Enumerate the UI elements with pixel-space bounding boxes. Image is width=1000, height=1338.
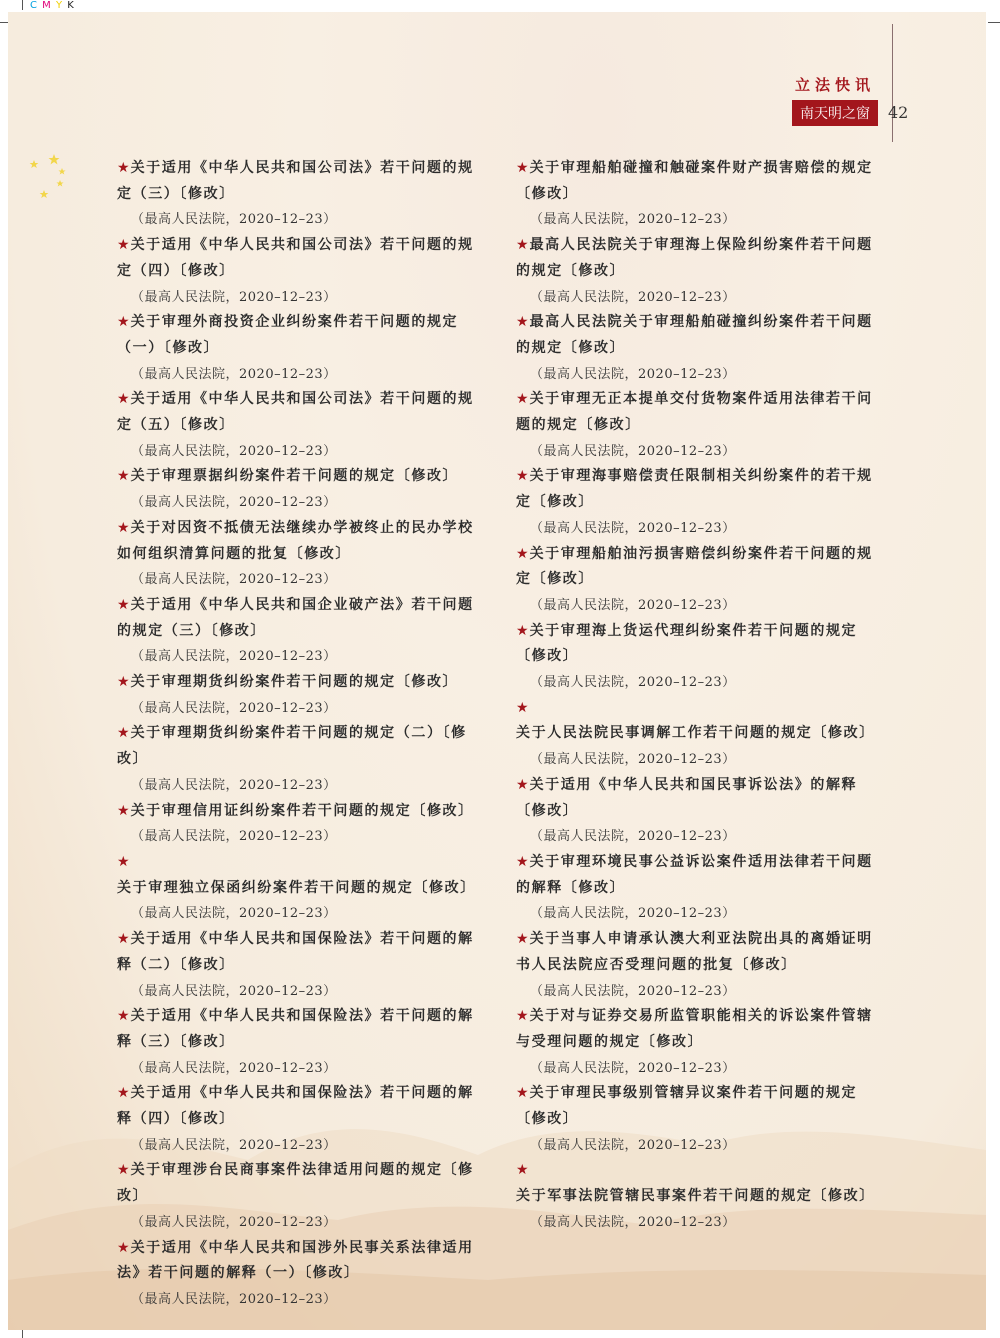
- regulation-title: [117, 1004, 487, 1055]
- regulation-source-date: （最高人民法院，2020–12–23）: [530, 520, 736, 536]
- regulation-title-text: 关于审理独立保函纠纷案件若干问题的规定〔修改〕: [117, 879, 476, 896]
- crop-mark: [22, 0, 23, 10]
- regulation-title-text: 关于审理环境民事公益诉讼案件适用法律若干问题的解释〔修改〕: [516, 853, 873, 896]
- regulation-title-text: 关于对因资不抵债无法继续办学被终止的民办学校如何组织清算问题的批复〔修改〕: [117, 519, 474, 562]
- regulation-title: [117, 1081, 487, 1132]
- regulation-source-date: （最高人民法院，2020–12–23）: [530, 829, 736, 845]
- regulation-entry: [516, 927, 886, 1004]
- regulation-title-text: 关于审理海事赔偿责任限制相关纠纷案件的若干规定〔修改〕: [516, 468, 873, 511]
- regulation-title: [117, 233, 487, 284]
- regulation-source-date: （最高人民法院，2020–12–23）: [530, 752, 736, 768]
- regulation-title: [117, 156, 487, 207]
- print-color-marks: [30, 0, 75, 11]
- regulation-title: [516, 619, 886, 670]
- bullet-star-icon: ★: [117, 519, 130, 536]
- regulation-title-text: 关于审理船舶油污损害赔偿纠纷案件若干问题的规定〔修改〕: [516, 545, 873, 588]
- column-name-badge: 南天明之窗: [792, 100, 878, 126]
- regulation-entry: [516, 1081, 886, 1158]
- regulation-source-date: （最高人民法院，2020–12–23）: [131, 289, 337, 305]
- regulation-entry: [516, 773, 886, 850]
- regulation-title-text: 关于适用《中华人民共和国保险法》若干问题的解释（四）〔修改〕: [117, 1085, 474, 1128]
- regulation-entry: [117, 927, 487, 1004]
- regulation-source-date: （最高人民法院，2020–12–23）: [131, 572, 337, 588]
- regulation-entry: [516, 233, 886, 310]
- regulation-source-date: （最高人民法院，2020–12–23）: [530, 983, 736, 999]
- regulation-title-text: 关于适用《中华人民共和国企业破产法》若干问题的规定（三）〔修改〕: [117, 596, 474, 639]
- regulation-title: [117, 516, 487, 567]
- regulation-title: [516, 310, 886, 361]
- regulation-title-text: 关于人民法院民事调解工作若干问题的规定〔修改〕: [516, 725, 875, 742]
- regulation-title-text: 关于审理期货纠纷案件若干问题的规定（二）〔修改〕: [117, 725, 467, 768]
- regulation-title-text: 关于适用《中华人民共和国民事诉讼法》的解释〔修改〕: [516, 776, 858, 819]
- bullet-star-icon: ★: [516, 776, 529, 793]
- regulation-entry: [117, 156, 487, 233]
- regulation-title-text: 关于审理外商投资企业纠纷案件若干问题的规定（一）〔修改〕: [117, 314, 459, 356]
- bullet-star-icon: ★: [117, 1239, 130, 1256]
- regulation-title: [117, 670, 487, 696]
- bullet-star-icon: ★: [516, 853, 529, 870]
- regulation-source-date: （最高人民法院，2020–12–23）: [131, 1137, 337, 1153]
- regulation-source-date: （最高人民法院，2020–12–23）: [530, 1060, 736, 1076]
- bullet-star-icon: ★: [516, 160, 529, 176]
- regulation-entry: [516, 310, 886, 387]
- regulation-title: [117, 927, 487, 978]
- bullet-star-icon: ★: [117, 160, 130, 176]
- regulation-entry: [117, 1158, 487, 1235]
- regulation-title-text: 最高人民法院关于审理船舶碰撞纠纷案件若干问题的规定〔修改〕: [516, 314, 873, 356]
- regulation-entry: [117, 310, 487, 387]
- bullet-star-icon: ★: [516, 237, 529, 254]
- regulation-source-date: （最高人民法院，2020–12–23）: [131, 983, 337, 999]
- regulation-title: [516, 464, 886, 515]
- bullet-star-icon: ★: [516, 545, 529, 562]
- regulation-source-date: （最高人民法院，2020–12–23）: [131, 906, 337, 922]
- crop-mark: [988, 22, 1000, 23]
- regulation-title-text: 关于军事法院管辖民事案件若干问题的规定〔修改〕: [516, 1188, 875, 1205]
- regulation-entry: [117, 233, 487, 310]
- bullet-star-icon: ★: [117, 237, 130, 254]
- regulation-entry: [117, 721, 487, 798]
- regulation-source-date: （最高人民法院，2020–12–23）: [530, 675, 736, 691]
- regulation-title: [117, 593, 487, 644]
- decorative-stars-icon: [18, 150, 78, 210]
- regulation-entry: [117, 1004, 487, 1081]
- regulation-title: [516, 387, 886, 438]
- bullet-star-icon: ★: [516, 1008, 529, 1025]
- bullet-star-icon: ★: [516, 468, 529, 485]
- regulation-source-date: （最高人民法院，2020–12–23）: [530, 212, 736, 228]
- regulation-source-date: （最高人民法院，2020–12–23）: [530, 366, 736, 382]
- regulation-source-date: （最高人民法院，2020–12–23）: [530, 597, 736, 613]
- regulation-title-text: 关于适用《中华人民共和国公司法》若干问题的规定（三）〔修改〕: [117, 160, 474, 202]
- regulation-source-date: （最高人民法院，2020–12–23）: [530, 443, 736, 459]
- header-divider: [892, 24, 893, 142]
- regulation-source-date: （最高人民法院，2020–12–23）: [131, 829, 337, 845]
- print-mark-c: C: [30, 0, 38, 11]
- regulation-entry: [117, 670, 487, 721]
- regulation-title-text: 关于适用《中华人民共和国涉外民事关系法律适用法》若干问题的解释（一）〔修改〕: [117, 1239, 474, 1282]
- regulation-source-date: （最高人民法院，2020–12–23）: [131, 212, 337, 228]
- regulation-entry: [516, 464, 886, 541]
- regulation-entry: [516, 542, 886, 619]
- regulation-source-date: （最高人民法院，2020–12–23）: [131, 777, 337, 793]
- regulation-entry: [117, 1236, 487, 1313]
- regulation-title: [516, 773, 886, 824]
- bullet-star-icon: ★: [516, 622, 529, 639]
- regulation-title-text: 关于适用《中华人民共和国保险法》若干问题的解释（三）〔修改〕: [117, 1008, 474, 1050]
- regulation-entry: [516, 1158, 886, 1235]
- regulation-title: [117, 850, 487, 901]
- regulation-entry: [117, 387, 487, 464]
- regulation-entry: [516, 850, 886, 927]
- bullet-star-icon: ★: [117, 674, 130, 691]
- bullet-star-icon: ★: [516, 314, 529, 331]
- regulation-title: [117, 1158, 487, 1209]
- bullet-star-icon: ★: [516, 699, 529, 716]
- regulation-title: [516, 542, 886, 593]
- regulation-title-text: 关于审理无正本提单交付货物案件适用法律若干问题的规定〔修改〕: [516, 391, 873, 434]
- regulation-title-text: 关于适用《中华人民共和国公司法》若干问题的规定（五）〔修改〕: [117, 391, 474, 434]
- regulation-source-date: （最高人民法院，2020–12–23）: [131, 443, 337, 459]
- bullet-star-icon: ★: [516, 391, 529, 408]
- regulation-title: [117, 310, 487, 361]
- regulation-title: [516, 1004, 886, 1055]
- regulation-source-date: （最高人民法院，2020–12–23）: [131, 1060, 337, 1076]
- regulation-title: [117, 464, 487, 490]
- bullet-star-icon: ★: [117, 1162, 130, 1179]
- regulation-source-date: （最高人民法院，2020–12–23）: [131, 1291, 337, 1307]
- regulation-title: [117, 799, 487, 825]
- regulation-source-date: （最高人民法院，2020–12–23）: [530, 1214, 736, 1230]
- page-number: 42: [888, 103, 909, 122]
- regulation-entry: [516, 156, 886, 233]
- regulation-title-text: 关于审理民事级别管辖异议案件若干问题的规定〔修改〕: [516, 1085, 858, 1128]
- regulation-entry: [117, 1081, 487, 1158]
- regulation-entry: [117, 593, 487, 670]
- print-mark-k: K: [67, 0, 75, 11]
- regulation-title-text: 关于审理海上货运代理纠纷案件若干问题的规定〔修改〕: [516, 622, 858, 665]
- bullet-star-icon: ★: [117, 314, 130, 331]
- regulation-source-date: （最高人民法院，2020–12–23）: [131, 700, 337, 716]
- bullet-star-icon: ★: [117, 391, 130, 408]
- regulation-entry: [117, 464, 487, 515]
- section-title: 立法快讯: [794, 76, 875, 94]
- bullet-star-icon: ★: [516, 1162, 529, 1179]
- bullet-star-icon: ★: [516, 1085, 529, 1102]
- regulation-title: [516, 850, 886, 901]
- regulation-title-text: 最高人民法院关于审理海上保险纠纷案件若干问题的规定〔修改〕: [516, 237, 873, 279]
- regulation-title-text: 关于审理船舶碰撞和触碰案件财产损害赔偿的规定〔修改〕: [516, 160, 873, 202]
- bullet-star-icon: ★: [516, 931, 529, 948]
- regulation-title: [516, 1158, 886, 1209]
- regulation-entry: [117, 799, 487, 850]
- regulation-title: [516, 696, 886, 747]
- bullet-star-icon: ★: [117, 1085, 130, 1102]
- regulation-title: [117, 1236, 487, 1287]
- regulation-entry: [117, 850, 487, 927]
- right-column-list: [516, 156, 886, 1236]
- regulation-entry: [516, 696, 886, 773]
- regulation-source-date: （最高人民法院，2020–12–23）: [131, 366, 337, 382]
- regulation-title-text: 关于审理涉台民商事案件法律适用问题的规定〔修改〕: [117, 1162, 474, 1205]
- regulation-source-date: （最高人民法院，2020–12–23）: [131, 649, 337, 665]
- regulation-title-text: 关于适用《中华人民共和国公司法》若干问题的规定（四）〔修改〕: [117, 237, 474, 279]
- regulation-source-date: （最高人民法院，2020–12–23）: [530, 289, 736, 305]
- regulation-entry: [516, 387, 886, 464]
- regulation-title-text: 关于对与证券交易所监管职能相关的诉讼案件管辖与受理问题的规定〔修改〕: [516, 1008, 873, 1050]
- regulation-source-date: （最高人民法院，2020–12–23）: [131, 1214, 337, 1230]
- bullet-star-icon: ★: [117, 853, 130, 870]
- regulation-source-date: （最高人民法院，2020–12–23）: [530, 906, 736, 922]
- regulation-title: [117, 721, 487, 772]
- left-column-list: [117, 156, 487, 1313]
- regulation-title: [516, 233, 886, 284]
- bullet-star-icon: ★: [117, 468, 130, 485]
- bullet-star-icon: ★: [117, 596, 130, 613]
- regulation-title: [516, 1081, 886, 1132]
- regulation-title: [516, 927, 886, 978]
- regulation-title: [117, 387, 487, 438]
- print-mark-y: Y: [56, 0, 64, 11]
- regulation-title-text: 关于当事人申请承认澳大利亚法院出具的离婚证明书人民法院应否受理问题的批复〔修改〕: [516, 931, 873, 973]
- regulation-source-date: （最高人民法院，2020–12–23）: [530, 1137, 736, 1153]
- regulation-title-text: 关于审理期货纠纷案件若干问题的规定〔修改〕: [130, 674, 459, 691]
- regulation-entry: [516, 1004, 886, 1081]
- regulation-title-text: 关于审理信用证纠纷案件若干问题的规定〔修改〕: [130, 802, 474, 819]
- regulation-entry: [516, 619, 886, 696]
- print-mark-m: M: [42, 0, 52, 11]
- bullet-star-icon: ★: [117, 1008, 130, 1025]
- regulation-title: [516, 156, 886, 207]
- regulation-source-date: （最高人民法院，2020–12–23）: [131, 495, 337, 511]
- regulation-title-text: 关于适用《中华人民共和国保险法》若干问题的解释（二）〔修改〕: [117, 931, 474, 973]
- bullet-star-icon: ★: [117, 931, 130, 948]
- bullet-star-icon: ★: [117, 802, 130, 819]
- bullet-star-icon: ★: [117, 725, 130, 742]
- regulation-entry: [117, 516, 487, 593]
- regulation-title-text: 关于审理票据纠纷案件若干问题的规定〔修改〕: [130, 468, 459, 485]
